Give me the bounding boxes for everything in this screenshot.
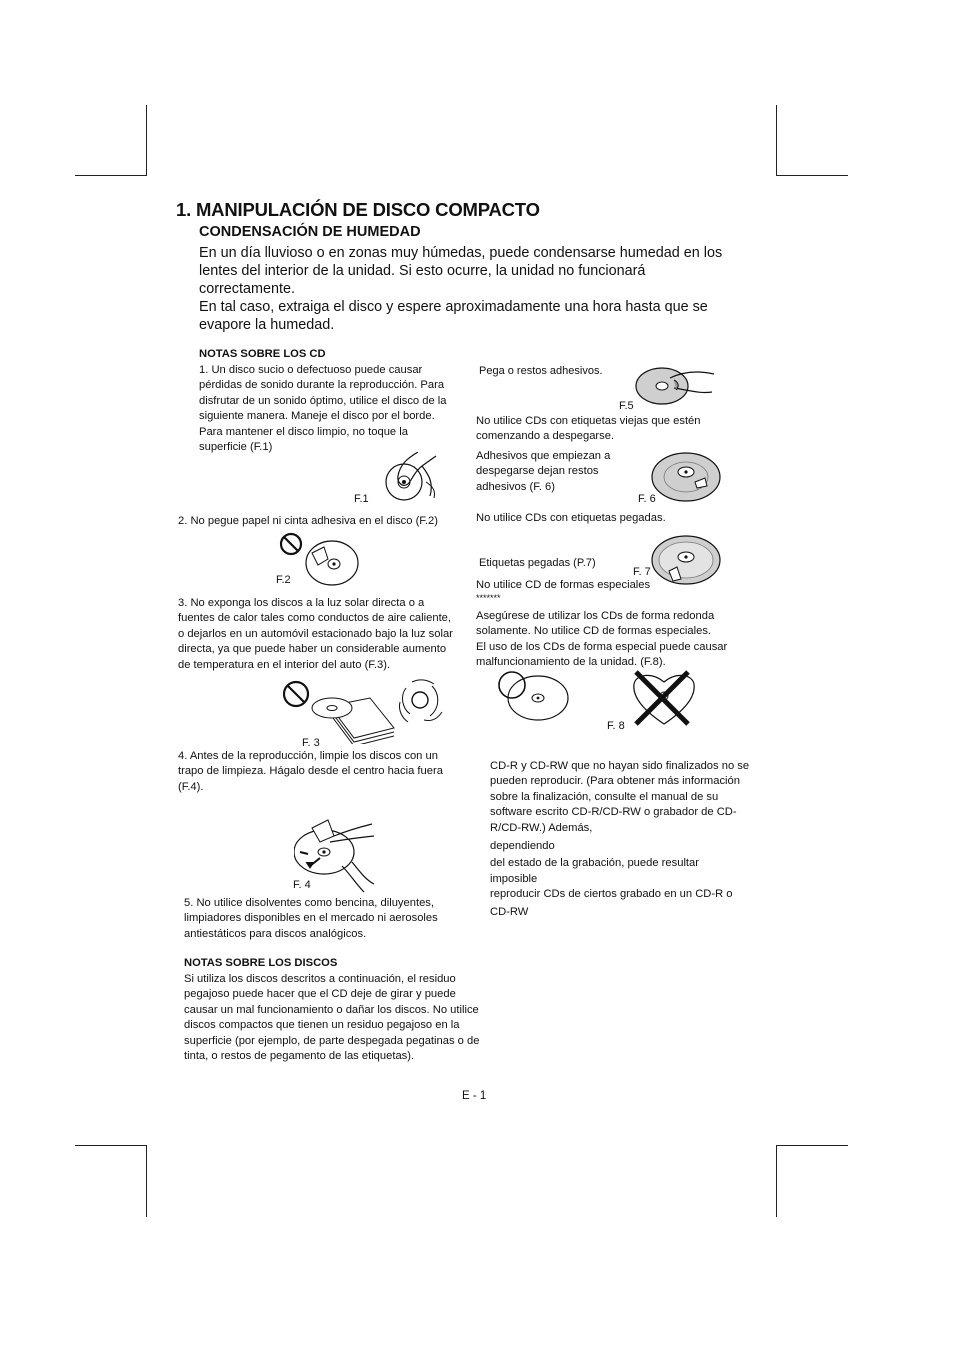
peeling-labels-warning: No utilice CDs con etiquetas viejas que estén comenzando a despegarse. bbox=[476, 415, 701, 443]
cdr-text-2: dependiendo bbox=[490, 840, 555, 852]
note-item-3: 3. No exponga los discos a la luz solar directa o a fuentes de calor tales como conductos de aire caliente, o dejarlos en un automóvil estacionado bajo la luz solar directa, ya que puede haber un considerable aumento de temperatura en el interior del auto (F.3). bbox=[178, 597, 453, 671]
crop-mark bbox=[146, 105, 147, 175]
figure-caption: F. 3 bbox=[302, 737, 320, 749]
notes-discs-heading: NOTAS SOBRE LOS DISCOS bbox=[184, 957, 338, 969]
figure-label: Etiquetas pegadas (P.7) bbox=[479, 557, 596, 569]
figure-discs-heat bbox=[282, 678, 446, 744]
crop-mark bbox=[146, 1145, 147, 1217]
intro-paragraph: En tal caso, extraiga el disco y espere aproximadamente una hora hasta que se evapore la humedad. bbox=[199, 299, 708, 333]
cdr-text-3: del estado de la grabación, puede resultar bbox=[490, 857, 699, 869]
cdr-text-6: CD-RW bbox=[490, 906, 529, 918]
note-item-1: 1. Un disco sucio o defectuoso puede causar pérdidas de sonido durante la reproducción. Para disfrutar de un sonido óptimo, utilice el disco de la siguiente manera. Maneje el disco por el borde. Para mantener el disco limpio, no toque la superficie (F.1) bbox=[199, 364, 447, 454]
crop-mark bbox=[776, 1145, 777, 1217]
page-title: 1. MANIPULACIÓN DE DISCO COMPACTO bbox=[176, 199, 540, 220]
figure-caption: F. 4 bbox=[293, 879, 311, 891]
figure-caption: F. 7 bbox=[633, 566, 651, 578]
cdr-text-1: CD-R y CD-RW que no hayan sido finalizados no se pueden reproducir. (Para obtener más información sobre la finalización, consulte el manual de su software escrito CD-R/CD-RW o grabador de CD-R/CD-RW.) Además, bbox=[490, 760, 750, 834]
special-shapes-warning: No utilice CD de formas especiales bbox=[476, 579, 651, 591]
section-subtitle: CONDENSACIÓN DE HUMEDAD bbox=[199, 224, 421, 240]
figure-caption: F.1 bbox=[354, 493, 369, 505]
note-item-4: 4. Antes de la reproducción, limpie los discos con un trapo de limpieza. Hágalo desde el centro hacia fuera (F.4). bbox=[178, 750, 443, 793]
note-item-5: 5. No utilice disolventes como bencina, diluyentes, limpiadores disponibles en el mercado ni aerosoles antiestáticos para discos analógicos. bbox=[184, 897, 438, 940]
crop-mark bbox=[776, 175, 848, 176]
crop-mark bbox=[75, 1145, 147, 1146]
note-item-2: 2. No pegue papel ni cinta adhesiva en el disco (F.2) bbox=[178, 515, 438, 527]
page-number: E - 1 bbox=[462, 1090, 487, 1102]
asterisks: ******* bbox=[476, 593, 501, 603]
intro-text bbox=[199, 244, 739, 334]
cdr-text-4: imposible bbox=[490, 873, 538, 885]
figure-caption: F. 6 bbox=[638, 493, 656, 505]
figure-caption: F. 8 bbox=[607, 720, 625, 732]
figure-caption: F.2 bbox=[276, 574, 291, 586]
crop-mark bbox=[776, 1145, 848, 1146]
figure-label: Pega o restos adhesivos. bbox=[479, 365, 603, 377]
figure-round-vs-shaped bbox=[496, 668, 696, 728]
figure-caption: F.5 bbox=[619, 400, 634, 412]
figure-adhesive-residue bbox=[634, 360, 716, 408]
crop-mark bbox=[776, 105, 777, 175]
intro-paragraph: En un día lluvioso o en zonas muy húmedas, puede condensarse humedad en los lentes del interior de la unidad. Si esto ocurre, la unidad no funcionará correctamente. bbox=[199, 245, 723, 297]
figure-peeling-label bbox=[651, 452, 723, 502]
round-only-text: Asegúrese de utilizar los CDs de forma redonda solamente. No utilice CD de formas especiales. bbox=[476, 610, 715, 638]
cdr-text-5: reproducir CDs de ciertos grabado en un CD-R o bbox=[490, 888, 733, 900]
notes-cd-heading: NOTAS SOBRE LOS CD bbox=[199, 348, 326, 360]
figure-hand-holding-disc bbox=[378, 452, 440, 502]
stuck-labels-warning: No utilice CDs con etiquetas pegadas. bbox=[476, 512, 666, 524]
special-malfunction-text: El uso de los CDs de forma especial puede causar malfuncionamiento de la unidad. (F.8). bbox=[476, 641, 728, 669]
crop-mark bbox=[75, 175, 147, 176]
notes-discs-body: Si utiliza los discos descritos a continuación, el residuo pegajoso puede hacer que el CD deje de girar y puede causar un mal funcionamiento o dañar los discos. No utilice discos compactos que tienen un residuo pegajoso en la superficie (por ejemplo, de parte despegada pegatinas o de tinta, o restos de pegamento de las etiquetas). bbox=[184, 973, 480, 1063]
figure-label: Adhesivos que empiezan a despegarse dejan restos adhesivos (F. 6) bbox=[476, 450, 611, 493]
